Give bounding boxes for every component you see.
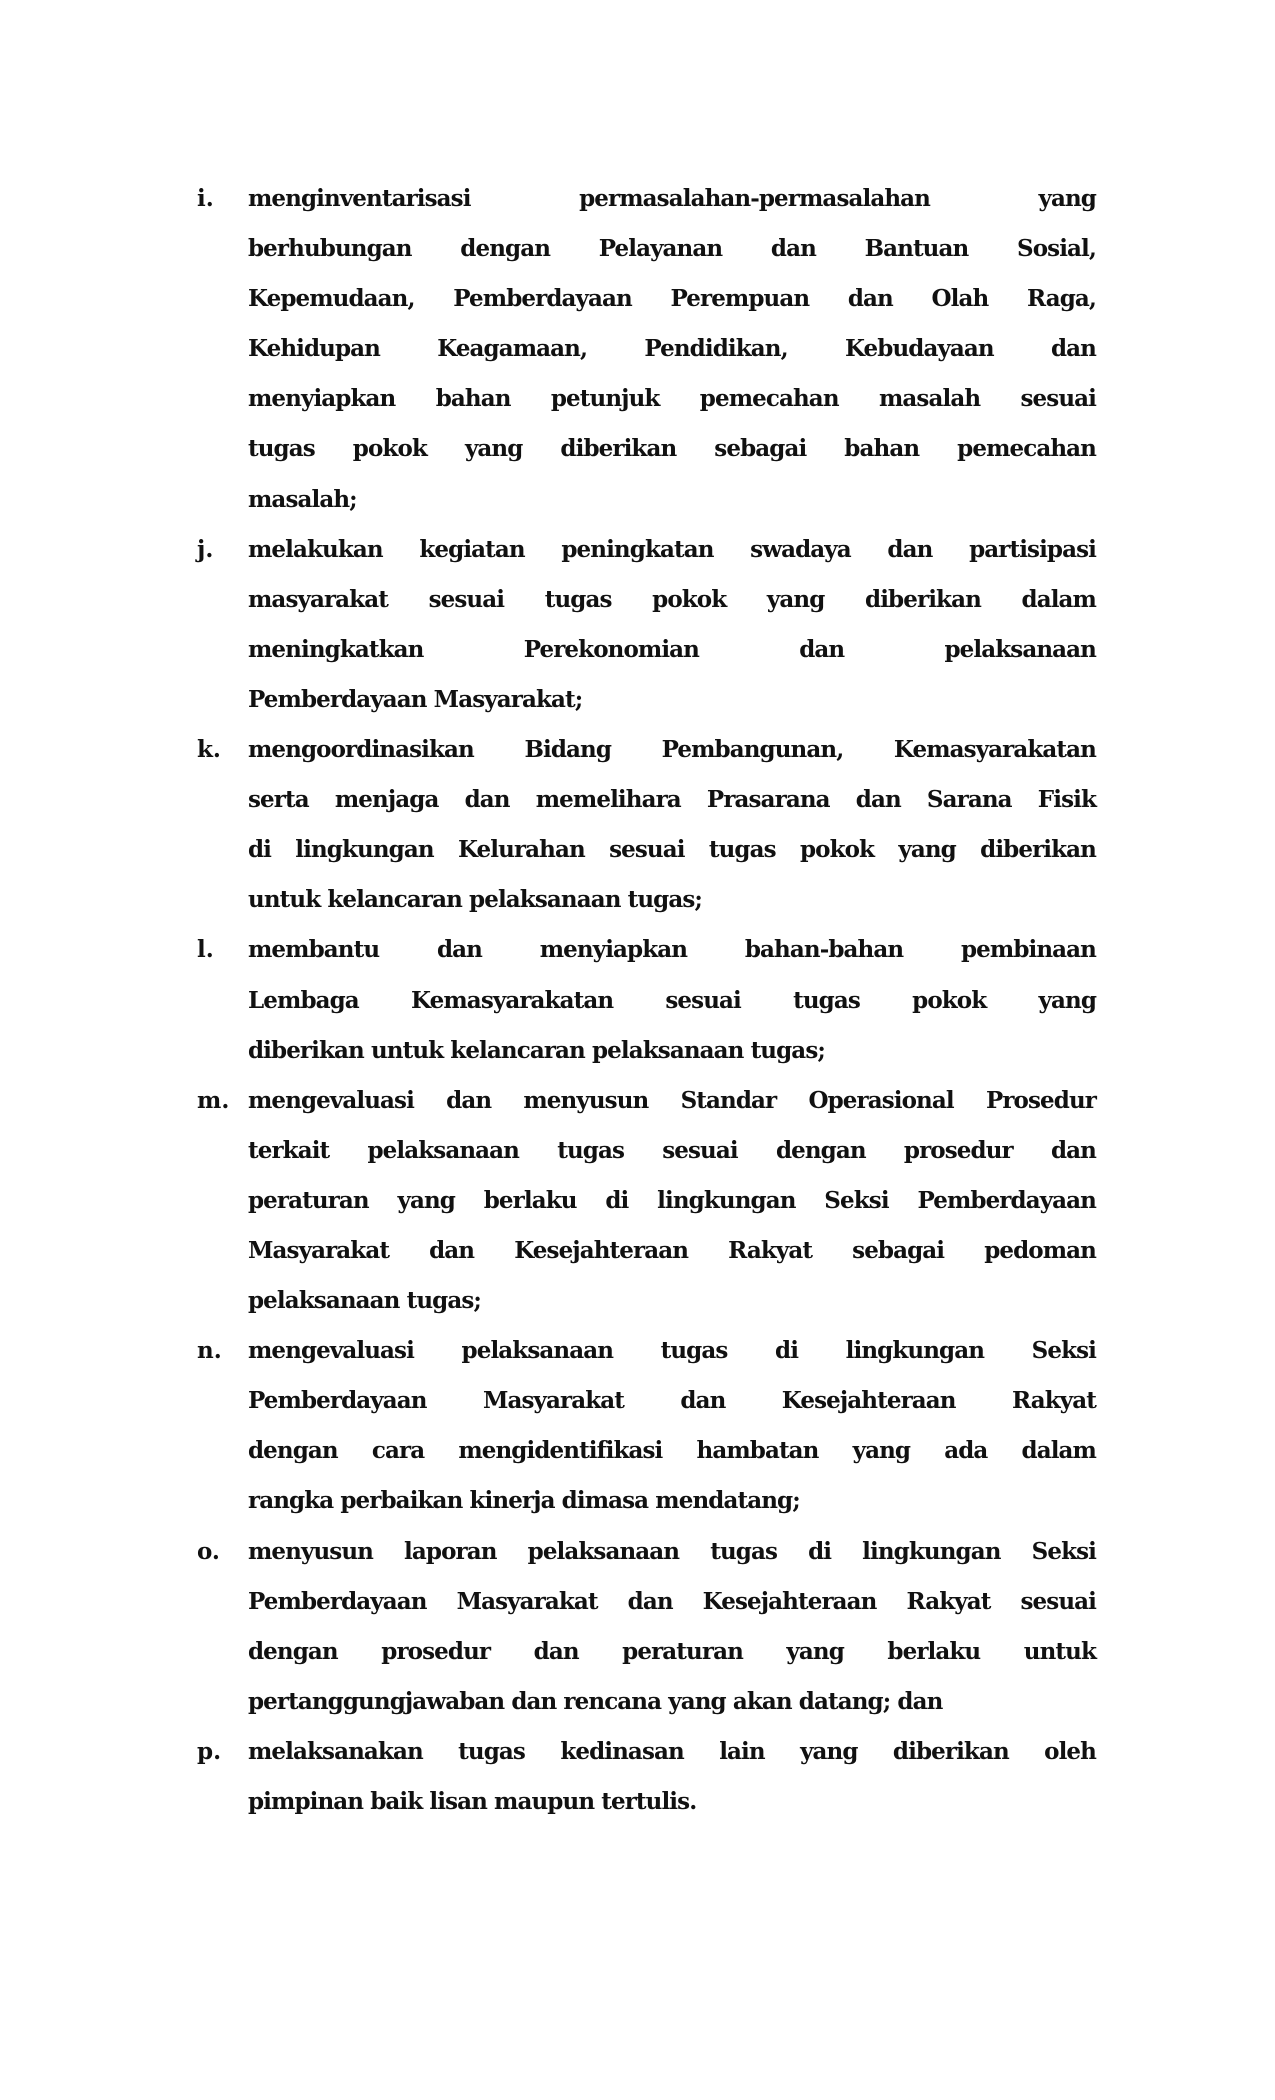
text-line: berhubungan dengan Pelayanan dan Bantuan Sosial, bbox=[248, 235, 1096, 263]
list-marker: j. bbox=[197, 535, 214, 563]
text-line: dengan cara mengidentifikasi hambatan yang ada dalam bbox=[248, 1437, 1096, 1465]
text-line: untuk kelancaran pelaksanaan tugas; bbox=[248, 886, 702, 914]
list-item-o bbox=[197, 1527, 1096, 1727]
text-line: masalah; bbox=[248, 485, 357, 513]
text-line: pertanggungjawaban dan rencana yang akan datang; dan bbox=[248, 1687, 943, 1715]
text-line: mengevaluasi dan menyusun Standar Operasional Prosedur bbox=[248, 1086, 1096, 1114]
list-item-text bbox=[248, 525, 1096, 725]
list-marker: i. bbox=[197, 185, 214, 212]
list-marker: o. bbox=[197, 1537, 220, 1565]
text-line: menginventarisasi permasalahan-permasalahan yang bbox=[248, 185, 1096, 212]
list-item-text bbox=[248, 725, 1096, 925]
list-marker: l. bbox=[197, 936, 214, 964]
text-line: Kehidupan Keagamaan, Pendidikan, Kebudayaan dan bbox=[248, 335, 1096, 363]
list-item-m bbox=[197, 1076, 1096, 1326]
text-line: di lingkungan Kelurahan sesuai tugas pokok yang diberikan bbox=[248, 836, 1096, 864]
list-item-i bbox=[197, 174, 1096, 525]
text-line: tugas pokok yang diberikan sebagai bahan pemecahan bbox=[248, 435, 1096, 463]
list-marker: m. bbox=[197, 1086, 230, 1114]
text-line: pelaksanaan tugas; bbox=[248, 1287, 481, 1315]
text-line: diberikan untuk kelancaran pelaksanaan tugas; bbox=[248, 1036, 825, 1064]
list-item-text bbox=[248, 1326, 1096, 1526]
text-line: Lembaga Kemasyarakatan sesuai tugas pokok yang bbox=[248, 986, 1096, 1014]
text-line: pimpinan baik lisan maupun tertulis. bbox=[248, 1788, 697, 1815]
text-line: dengan prosedur dan peraturan yang berlaku untuk bbox=[248, 1637, 1096, 1665]
text-line: melaksanakan tugas kedinasan lain yang diberikan oleh bbox=[248, 1737, 1096, 1765]
text-line: mengoordinasikan Bidang Pembangunan, Kemasyarakatan bbox=[248, 736, 1096, 764]
text-line: menyusun laporan pelaksanaan tugas di lingkungan Seksi bbox=[248, 1537, 1096, 1565]
list-marker: p. bbox=[197, 1737, 222, 1765]
list-item-k bbox=[197, 725, 1096, 925]
list-item-n bbox=[197, 1326, 1096, 1526]
text-line: rangka perbaikan kinerja dimasa mendatang; bbox=[248, 1487, 800, 1515]
text-line: menyiapkan bahan petunjuk pemecahan masalah sesuai bbox=[248, 385, 1096, 413]
text-line: Pemberdayaan Masyarakat dan Kesejahteraan Rakyat sesuai bbox=[248, 1587, 1096, 1615]
text-line: mengevaluasi pelaksanaan tugas di lingkungan Seksi bbox=[248, 1337, 1096, 1365]
text-line: terkait pelaksanaan tugas sesuai dengan prosedur dan bbox=[248, 1136, 1096, 1164]
text-line: melakukan kegiatan peningkatan swadaya dan partisipasi bbox=[248, 535, 1096, 563]
text-line: peraturan yang berlaku di lingkungan Seksi Pemberdayaan bbox=[248, 1186, 1096, 1214]
list-item-p bbox=[197, 1727, 1096, 1827]
text-line: Pemberdayaan Masyarakat dan Kesejahteraan Rakyat bbox=[248, 1387, 1096, 1415]
list-item-text bbox=[248, 1527, 1096, 1727]
list-item-l bbox=[197, 925, 1096, 1075]
list-marker: k. bbox=[197, 736, 221, 764]
text-line: masyarakat sesuai tugas pokok yang diberikan dalam bbox=[248, 585, 1096, 613]
list-item-text bbox=[248, 174, 1096, 525]
list-marker: n. bbox=[197, 1337, 222, 1365]
text-line: Pemberdayaan Masyarakat; bbox=[248, 685, 583, 713]
list-item-text bbox=[248, 925, 1096, 1075]
text-line: meningkatkan Perekonomian dan pelaksanaan bbox=[248, 635, 1096, 663]
text-line: serta menjaga dan memelihara Prasarana dan Sarana Fisik bbox=[248, 786, 1096, 814]
text-line: Masyarakat dan Kesejahteraan Rakyat sebagai pedoman bbox=[248, 1236, 1096, 1264]
list-item-text bbox=[248, 1727, 1096, 1827]
list-item-j bbox=[197, 525, 1096, 725]
text-line: Kepemudaan, Pemberdayaan Perempuan dan Olah Raga, bbox=[248, 285, 1096, 313]
list-item-text bbox=[248, 1076, 1096, 1326]
text-line: membantu dan menyiapkan bahan-bahan pembinaan bbox=[248, 936, 1096, 964]
task-list bbox=[197, 174, 1096, 1827]
